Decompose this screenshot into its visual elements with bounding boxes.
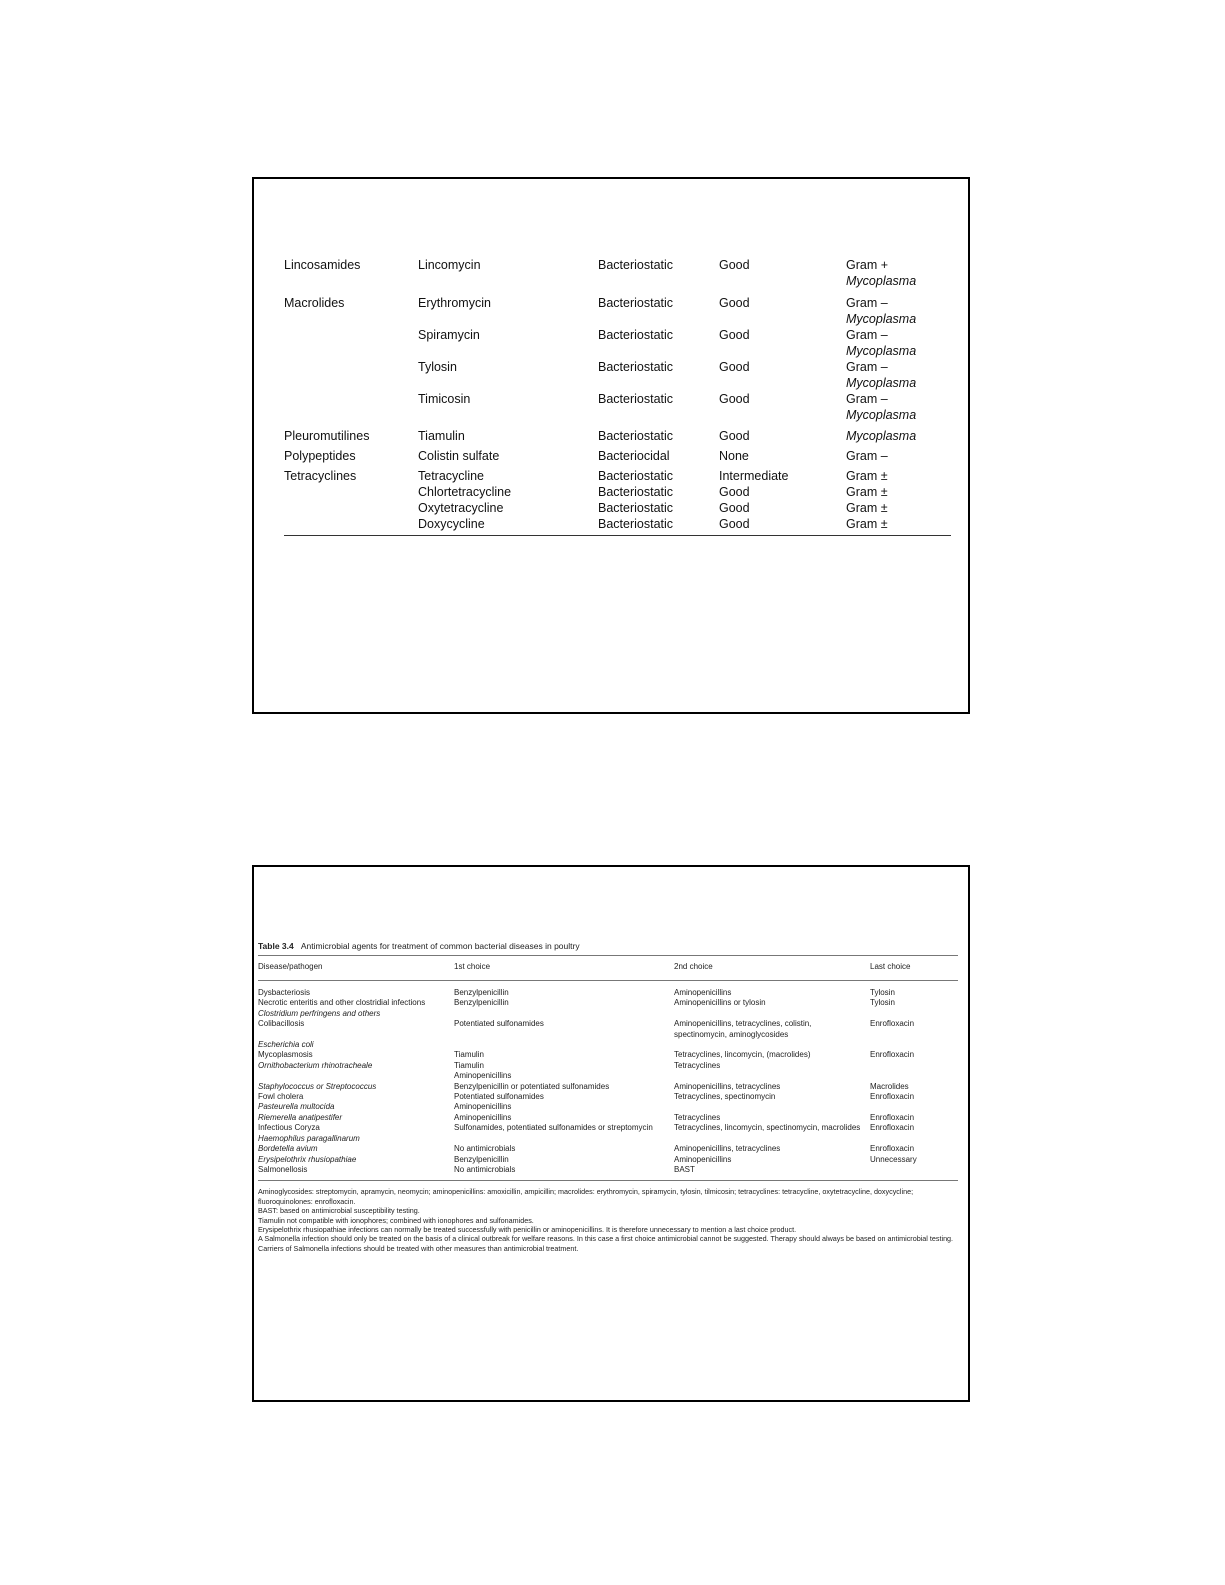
spectrum-cell <box>846 516 950 532</box>
disease-cell: Pasteurella multocida <box>258 1102 335 1112</box>
absorption-cell: Good <box>719 501 750 515</box>
second-choice-cell <box>674 1134 870 1144</box>
spectrum-cell <box>846 359 950 391</box>
table-row <box>258 1050 958 1060</box>
header-last-choice: Last choice <box>870 962 911 971</box>
table-row <box>258 1165 958 1175</box>
spectrum-line: Gram – <box>846 392 888 406</box>
table-row <box>284 327 950 359</box>
action-cell: Bacteriostatic <box>598 501 674 515</box>
spectrum-line: Mycoplasma <box>846 429 917 443</box>
absorption-cell: Good <box>719 360 750 374</box>
table-row <box>284 468 950 484</box>
first-choice-cell: Tiamulin <box>454 1060 484 1070</box>
first-choice-cell: Benzylpenicillin <box>454 988 509 997</box>
last-choice-cell: Enrofloxacin <box>870 1123 915 1133</box>
table-row <box>258 1040 958 1050</box>
last-choice-cell: Tylosin <box>870 988 895 997</box>
agent-cell: Chlortetracycline <box>418 485 512 499</box>
antimicrobial-class-table <box>284 257 950 532</box>
table-caption <box>258 941 958 952</box>
action-cell: Bacteriostatic <box>598 485 674 499</box>
second-choice-cell: Tetracyclines, spectinomycin <box>674 1092 776 1102</box>
spectrum-line: Gram ± <box>846 501 888 515</box>
disease-cell: Bordetella avium <box>258 1144 318 1154</box>
disease-cell: Erysipelothrix rhusiopathiae <box>258 1154 357 1164</box>
spectrum-cell <box>846 500 950 516</box>
table-row <box>258 1155 958 1165</box>
second-choice-cell: Tetracyclines <box>674 1112 721 1122</box>
class-cell <box>284 327 418 359</box>
action-cell: Bacteriostatic <box>598 258 674 272</box>
second-choice-cell: Tetracyclines <box>674 1060 721 1070</box>
absorption-cell: Good <box>719 328 750 342</box>
class-cell <box>284 516 418 532</box>
footnote: Erysipelothrix rhusiopathiae infections can normally be treated successfully with penicillin or aminopenicillins. It is therefore unnecessary to mention a last choice product. <box>258 1224 797 1234</box>
spectrum-line: Gram – <box>846 328 888 342</box>
agent-cell: Lincomycin <box>418 258 481 272</box>
first-choice-cell: Potentiated sulfonamides <box>454 1019 544 1029</box>
last-choice-cell <box>870 1071 958 1081</box>
absorption-cell: Good <box>719 392 750 406</box>
table-row <box>258 1113 958 1123</box>
action-cell: Bacteriostatic <box>598 296 674 310</box>
last-choice-cell <box>870 1061 958 1071</box>
agent-cell: Erythromycin <box>418 296 491 310</box>
class-cell <box>284 359 418 391</box>
header-first-choice: 1st choice <box>454 962 491 971</box>
slide-1 <box>252 177 970 714</box>
class-cell <box>284 391 418 423</box>
last-choice-cell: Enrofloxacin <box>870 1019 915 1029</box>
spectrum-cell <box>846 484 950 500</box>
last-choice-cell <box>870 1102 958 1112</box>
second-choice-cell: Aminopenicillins <box>674 1154 732 1164</box>
agent-cell: Spiramycin <box>418 328 480 342</box>
second-choice-cell <box>674 1040 870 1050</box>
spectrum-line: Mycoplasma <box>846 274 917 288</box>
first-choice-cell <box>454 1009 674 1019</box>
spectrum-cell <box>846 391 950 423</box>
disease-cell: Dysbacteriosis <box>258 988 311 997</box>
action-cell: Bacteriostatic <box>598 429 674 443</box>
second-choice-cell <box>674 1071 870 1081</box>
table-footnotes <box>258 1181 958 1253</box>
last-choice-cell: Enrofloxacin <box>870 1050 915 1060</box>
last-choice-cell <box>870 1009 958 1019</box>
class-cell: Pleuromutilines <box>284 429 370 443</box>
second-choice-cell <box>674 1102 870 1112</box>
action-cell: Bacteriocidal <box>598 449 670 463</box>
disease-cell: Colibacillosis <box>258 1019 305 1029</box>
agent-cell: Oxytetracycline <box>418 501 504 515</box>
first-choice-cell: Potentiated sulfonamides <box>454 1092 544 1102</box>
action-cell: Bacteriostatic <box>598 392 674 406</box>
disease-cell: Mycoplasmosis <box>258 1050 313 1060</box>
last-choice-cell: Unnecessary <box>870 1154 917 1164</box>
first-choice-cell: Benzylpenicillin <box>454 1154 509 1164</box>
table-body <box>258 981 958 1180</box>
last-choice-cell: Macrolides <box>870 1081 909 1091</box>
action-cell: Bacteriostatic <box>598 517 674 531</box>
table-row <box>258 1102 958 1112</box>
spectrum-cell <box>846 448 950 464</box>
last-choice-cell: Enrofloxacin <box>870 1144 915 1154</box>
second-choice-cell: Aminopenicillins or tylosin <box>674 998 766 1008</box>
action-cell: Bacteriostatic <box>598 328 674 342</box>
table-bottom-rule <box>284 535 951 536</box>
agent-cell: Doxycycline <box>418 517 485 531</box>
spectrum-line: Mycoplasma <box>846 376 917 390</box>
footnote: BAST: based on antimicrobial susceptibility testing. <box>258 1206 420 1216</box>
second-choice-cell: Tetracyclines, lincomycin, (macrolides) <box>674 1050 811 1060</box>
absorption-cell: Good <box>719 517 750 531</box>
second-choice-cell <box>674 1009 870 1019</box>
table-row <box>258 1009 958 1019</box>
disease-cell <box>258 1071 454 1081</box>
table-row <box>258 1061 958 1071</box>
class-cell: Tetracyclines <box>284 469 357 483</box>
table-row <box>284 428 950 444</box>
table-title: Antimicrobial agents for treatment of common bacterial diseases in poultry <box>300 941 580 951</box>
table-row <box>284 391 950 423</box>
agent-cell: Timicosin <box>418 392 471 406</box>
spectrum-line: Gram – <box>846 449 888 463</box>
first-choice-cell: Tiamulin <box>454 1050 484 1060</box>
spectrum-line: Gram ± <box>846 469 888 483</box>
table-header-row <box>258 956 958 980</box>
class-cell: Macrolides <box>284 296 345 310</box>
first-choice-cell <box>454 1134 674 1144</box>
first-choice-cell: Benzylpenicillin or potentiated sulfonamides <box>454 1081 610 1091</box>
table-row <box>258 1082 958 1092</box>
table-row <box>258 998 958 1008</box>
first-choice-cell: Aminopenicillins <box>454 1071 512 1081</box>
table-row <box>258 1144 958 1154</box>
spectrum-cell <box>846 257 950 289</box>
disease-cell: Haemophilus paragallinarum <box>258 1133 360 1143</box>
last-choice-cell <box>870 1040 958 1050</box>
disease-cell: Clostridium perfringens and others <box>258 1008 381 1018</box>
first-choice-cell: No antimicrobials <box>454 1144 516 1154</box>
table-row <box>284 500 950 516</box>
disease-cell: Fowl cholera <box>258 1092 304 1102</box>
agent-cell: Tetracycline <box>418 469 484 483</box>
absorption-cell: Intermediate <box>719 469 789 483</box>
table-row <box>284 359 950 391</box>
second-choice-cell: Aminopenicillins, tetracyclines <box>674 1081 781 1091</box>
table-row <box>258 1019 958 1040</box>
table-row <box>258 1123 958 1133</box>
first-choice-cell: Aminopenicillins <box>454 1112 512 1122</box>
last-choice-cell: Tylosin <box>870 998 895 1008</box>
last-choice-cell: Enrofloxacin <box>870 1112 915 1122</box>
first-choice-cell: Sulfonamides, potentiated sulfonamides or streptomycin <box>454 1123 653 1133</box>
table-row <box>284 448 950 464</box>
agent-cell: Colistin sulfate <box>418 449 500 463</box>
agent-cell: Tylosin <box>418 360 457 374</box>
header-disease: Disease/pathogen <box>258 962 323 971</box>
second-choice-cell: Tetracyclines, lincomycin, spectinomycin, macrolides <box>674 1123 861 1133</box>
table-row <box>258 1071 958 1081</box>
footnote: A Salmonella infection should only be treated on the basis of a clinical outbreak for welfare reasons. In this case a first choice antimicrobial cannot be suggested. Therapy should always be based on antimicrobial testing. Carriers of Salmonella infections should be treated with other measures than antimicrobial treatment. <box>258 1234 954 1253</box>
table-row <box>258 988 958 998</box>
absorption-cell: Good <box>719 296 750 310</box>
spectrum-cell <box>846 327 950 359</box>
table-row <box>284 484 950 500</box>
footnote: Tiamulin not compatible with ionophores; combined with ionophores and sulfonamides. <box>258 1215 534 1225</box>
spectrum-line: Gram ± <box>846 485 888 499</box>
absorption-cell: Good <box>719 258 750 272</box>
disease-cell: Necrotic enteritis and other clostridial infections <box>258 998 426 1008</box>
spectrum-cell <box>846 468 950 484</box>
table-label: Table 3.4 <box>258 941 294 951</box>
spectrum-line: Gram ± <box>846 517 888 531</box>
spectrum-line: Gram – <box>846 360 888 374</box>
second-choice-cell: Aminopenicillins, tetracyclines <box>674 1144 781 1154</box>
disease-cell: Salmonellosis <box>258 1164 308 1174</box>
spectrum-line: Mycoplasma <box>846 344 917 358</box>
table-row <box>284 257 950 289</box>
table-row <box>284 295 950 327</box>
absorption-cell: Good <box>719 485 750 499</box>
table-row <box>284 516 950 532</box>
table-row <box>258 1134 958 1144</box>
class-cell: Lincosamides <box>284 258 361 272</box>
absorption-cell: Good <box>719 429 750 443</box>
spectrum-line: Mycoplasma <box>846 408 917 422</box>
spectrum-line: Mycoplasma <box>846 312 917 326</box>
spectrum-cell <box>846 295 950 327</box>
last-choice-cell: Enrofloxacin <box>870 1092 915 1102</box>
second-choice-cell: BAST <box>674 1164 695 1174</box>
spectrum-cell <box>846 428 950 444</box>
spectrum-line: Gram – <box>846 296 888 310</box>
first-choice-cell: No antimicrobials <box>454 1164 516 1174</box>
second-choice-cell: Aminopenicillins, tetracyclines, colistin, spectinomycin, aminoglycosides <box>674 1019 812 1039</box>
table-row <box>258 1092 958 1102</box>
disease-cell: Riemerella anatipestifer <box>258 1112 343 1122</box>
second-choice-cell: Aminopenicillins <box>674 988 732 997</box>
spectrum-line: Gram + <box>846 258 889 272</box>
footnote: Aminoglycosides: streptomycin, apramycin, neomycin; aminopenicillins: amoxicillin, ampicillin; macrolides: erythromycin, spiramycin, tylosin, tilmicosin; tetracyclines: tetracycline, oxytetracycline, doxycycline; fluoroquinolones: enrofloxacin. <box>258 1187 914 1206</box>
class-cell <box>284 500 418 516</box>
first-choice-cell <box>454 1040 674 1050</box>
absorption-cell: None <box>719 449 749 463</box>
header-second-choice: 2nd choice <box>674 962 713 971</box>
agent-cell: Tiamulin <box>418 429 465 443</box>
action-cell: Bacteriostatic <box>598 360 674 374</box>
action-cell: Bacteriostatic <box>598 469 674 483</box>
disease-cell: Ornithobacterium rhinotracheale <box>258 1060 373 1070</box>
class-cell <box>284 484 418 500</box>
first-choice-cell: Aminopenicillins <box>454 1102 512 1112</box>
slide-2 <box>252 865 970 1402</box>
disease-cell: Infectious Coryza <box>258 1123 320 1133</box>
class-cell: Polypeptides <box>284 449 356 463</box>
last-choice-cell <box>870 1165 958 1175</box>
last-choice-cell <box>870 1134 958 1144</box>
first-choice-cell: Benzylpenicillin <box>454 998 509 1008</box>
disease-cell: Staphylococcus or Streptococcus <box>258 1081 377 1091</box>
disease-cell: Escherichia coli <box>258 1040 314 1050</box>
poultry-treatment-table <box>258 941 958 1253</box>
